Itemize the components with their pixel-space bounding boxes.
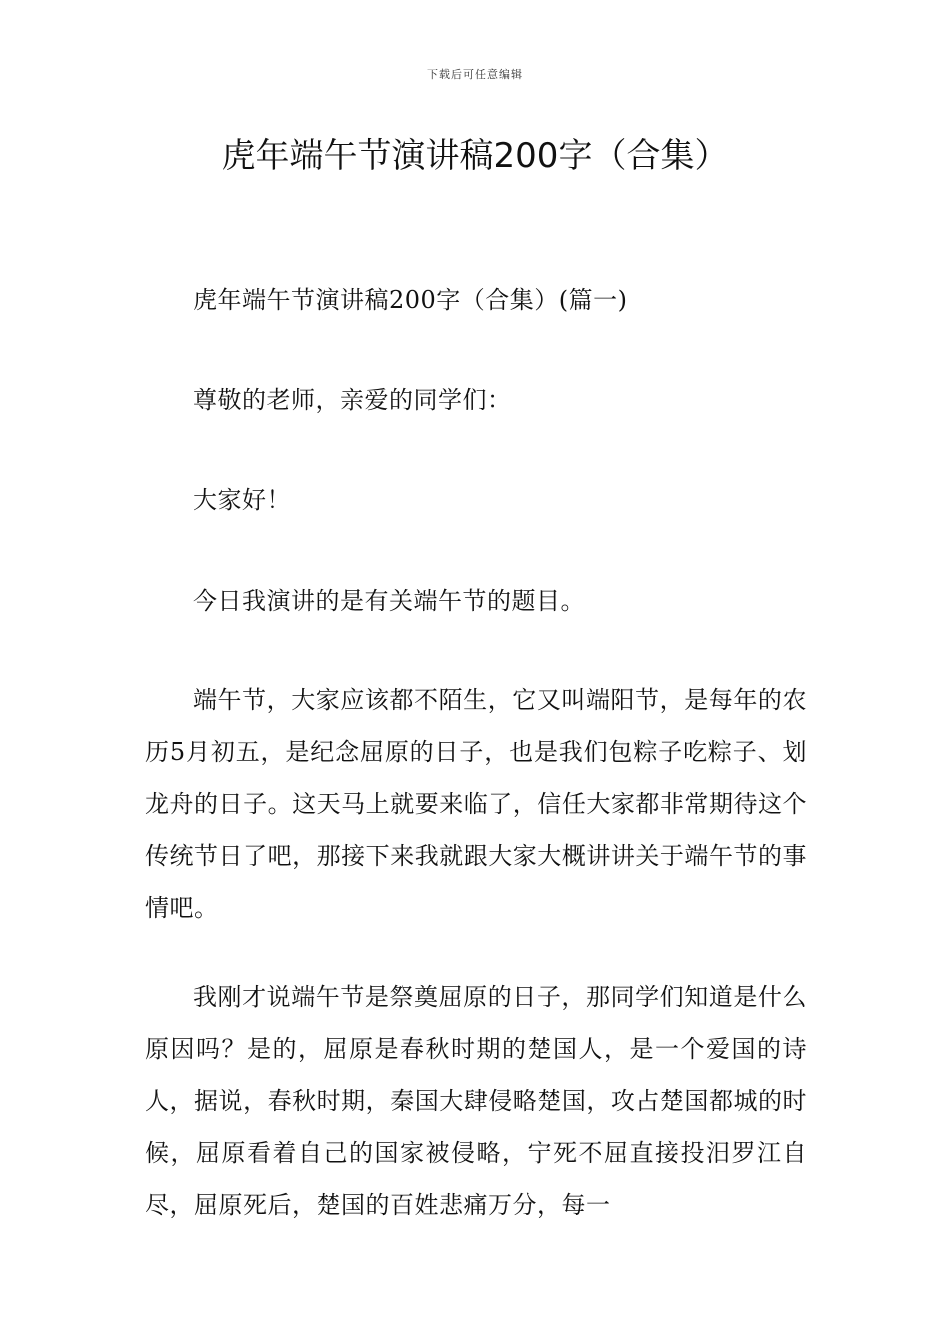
header-note: 下载后可任意编辑 xyxy=(427,68,523,81)
greeting-paragraph: 大家好！ xyxy=(193,486,291,514)
section-heading: 虎年端午节演讲稿200字（合集）(篇一) xyxy=(193,286,628,314)
body-paragraph: 我刚才说端午节是祭奠屈原的日子，那同学们知道是什么原因吗？是的，屈原是春秋时期的楚国人，是一个爱国的诗人，据说，春秋时期，秦国大肆侵略楚国，攻占楚国都城的时候，屈原看着自己的国家被侵略，宁死不屈直接投汨罗江自尽，屈原死后，楚国的百姓悲痛万分，每一 xyxy=(145,983,807,1219)
body-paragraph: 端午节，大家应该都不陌生，它又叫端阳节，是每年的农历5月初五，是纪念屈原的日子，也是我们包粽子吃粽子、划龙舟的日子。这天马上就要来临了，信任大家都非常期待这个传统节日了吧，那接下来我就跟大家大概讲讲关于端午节的事情吧。 xyxy=(145,686,807,922)
intro-paragraph: 今日我演讲的是有关端午节的题目。 xyxy=(193,587,585,615)
salutation-paragraph: 尊敬的老师，亲爱的同学们： xyxy=(193,386,512,414)
document-title: 虎年端午节演讲稿200字（合集） xyxy=(221,136,729,176)
